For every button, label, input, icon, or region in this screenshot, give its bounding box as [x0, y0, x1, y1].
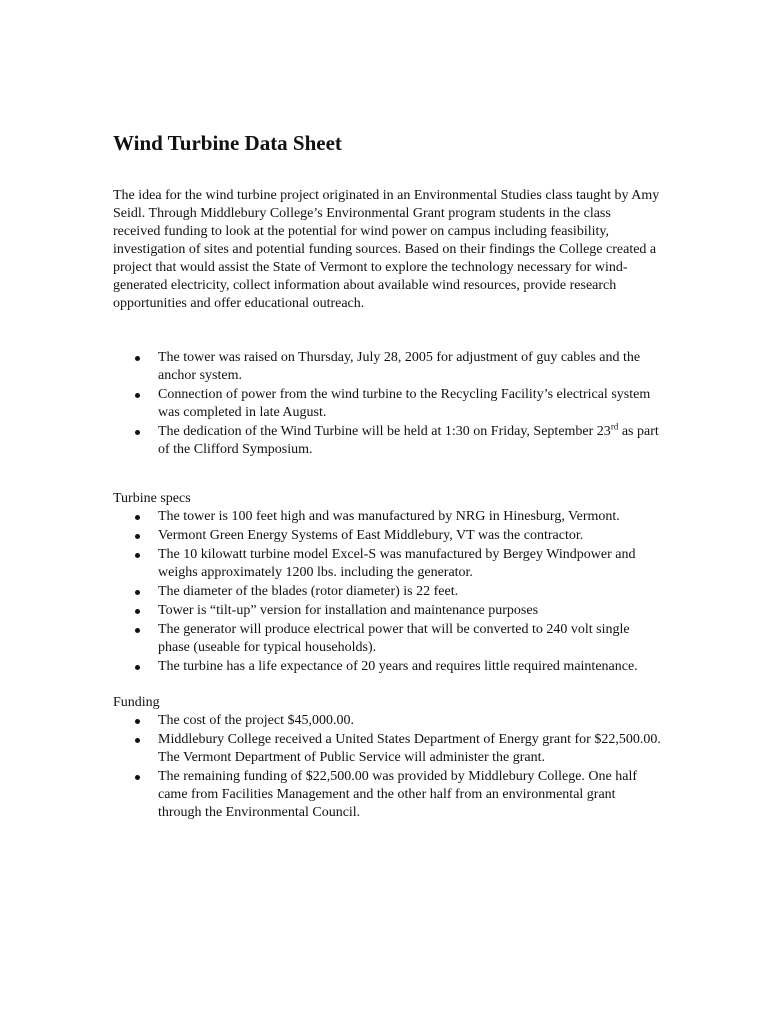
list-item	[113, 731, 661, 767]
list-item-text: Middlebury College received a United States Department of Energy grant for $22,500.00. The Vermont Department of Public Service will administer the grant.	[158, 732, 661, 765]
specs-list	[113, 508, 661, 676]
bullet-icon	[135, 356, 140, 361]
bullet-icon	[135, 628, 140, 633]
list-item-text: Vermont Green Energy Systems of East Middlebury, VT was the contractor.	[158, 528, 584, 543]
list-item-text: The diameter of the blades (rotor diameter) is 22 feet.	[158, 584, 459, 599]
list-item-text: The generator will produce electrical power that will be converted to 240 volt single phase (useable for typical households).	[158, 622, 630, 655]
list-item	[113, 602, 661, 620]
list-item	[113, 712, 661, 730]
intro-paragraph: The idea for the wind turbine project originated in an Environmental Studies class taught by Amy Seidl. Through Middlebury College’s Environmental Grant program students in the class received funding to look at the potential for wind power on campus including feasibility, investigation of sites and potential funding sources. Based on their findings the College created a project that would assist the State of Vermont to explore the technology necessary for wind-generated electricity, collect information about available wind resources, provide research opportunities and offer educational outreach.	[113, 188, 660, 311]
list-item	[113, 423, 661, 459]
list-item-text-after: as part of the Clifford Symposium.	[158, 424, 659, 457]
list-item	[113, 658, 661, 676]
page-title: Wind Turbine Data Sheet	[113, 131, 342, 155]
list-item	[113, 621, 661, 657]
bullet-icon	[135, 515, 140, 520]
list-item-text: The tower is 100 feet high and was manufactured by NRG in Hinesburg, Vermont.	[158, 509, 620, 524]
bullet-icon	[135, 430, 140, 435]
funding-list	[113, 712, 661, 822]
list-item	[113, 546, 661, 582]
bullet-icon	[135, 775, 140, 780]
list-item	[113, 349, 661, 385]
list-item-text: The 10 kilowatt turbine model Excel-S was manufactured by Bergey Windpower and weighs approximately 1200 lbs. including the generator.	[158, 547, 636, 580]
bullet-icon	[135, 609, 140, 614]
bullet-icon	[135, 553, 140, 558]
bullet-icon	[135, 534, 140, 539]
list-item-text: Tower is “tilt-up” version for installation and maintenance purposes	[158, 603, 539, 618]
list-item-text: The remaining funding of $22,500.00 was provided by Middlebury College. One half came from Facilities Management and the other half from an environmental grant through the Environmental Council.	[158, 769, 638, 820]
specs-heading: Turbine specs	[113, 491, 191, 506]
events-list	[113, 349, 661, 459]
bullet-icon	[135, 738, 140, 743]
bullet-icon	[135, 393, 140, 398]
list-item-text: Connection of power from the wind turbine to the Recycling Facility’s electrical system was completed in late August.	[158, 387, 651, 420]
list-item	[113, 583, 661, 601]
list-item	[113, 768, 661, 822]
list-item-text: The turbine has a life expectance of 20 years and requires little required maintenance.	[158, 659, 638, 674]
list-item	[113, 527, 661, 545]
bullet-icon	[135, 665, 140, 670]
list-item-text: The cost of the project $45,000.00.	[158, 713, 354, 728]
list-item	[113, 508, 661, 526]
superscript-suffix: rd	[610, 421, 619, 432]
bullet-icon	[135, 590, 140, 595]
bullet-icon	[135, 719, 140, 724]
list-item	[113, 386, 661, 422]
list-item-text: The tower was raised on Thursday, July 28, 2005 for adjustment of guy cables and the anchor system.	[158, 350, 641, 383]
document-content	[113, 129, 661, 823]
funding-heading: Funding	[113, 695, 160, 710]
list-item-text-before: The dedication of the Wind Turbine will be held at 1:30 on Friday, September 23	[158, 424, 611, 439]
